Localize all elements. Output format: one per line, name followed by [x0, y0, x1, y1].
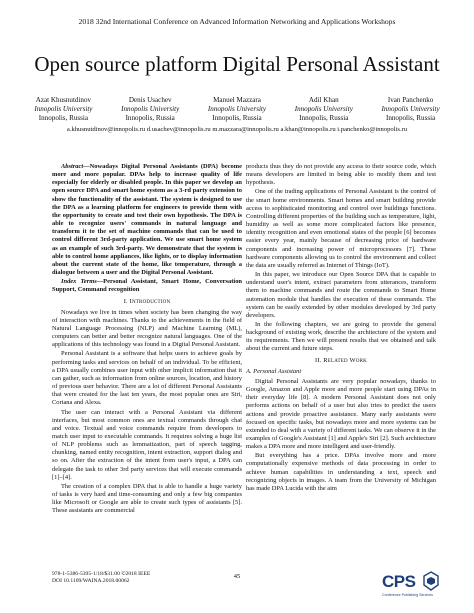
author-name: Adil Khan — [308, 96, 339, 104]
conference-header: 2018 32nd International Conference on Advanced Information Networking and Applications Workshops — [78, 17, 396, 26]
index-terms-lead: Index Terms — [61, 278, 97, 286]
author-location: Innopolis, Russia — [125, 114, 175, 122]
left-column — [52, 163, 242, 517]
abstract — [52, 163, 242, 277]
author-block — [367, 96, 454, 123]
author-block — [194, 96, 281, 123]
author-name: Azat Khusnutdinov — [35, 96, 92, 104]
body-paragraph: One of the trading applications of Personal Assistant is the control of the smart home environments. Smart homes and smart building provide access to sophisticated monitoring and control over buildings functions. Controlling different properties of the building such as temperature, light, humidity as well as some more complicated factors like presence, identity recognition and even emotional states of the people [6] becomes easier every year, mainly because of decreasing price of hardware components and increasing power of microprocessors [7]. These hardware components allowing us to control the environment and collect the data are usually referred as Internet of Things (IoT). — [246, 188, 436, 269]
author-name: Manuel Mazzara — [213, 96, 261, 104]
body-paragraph: In this paper, we introduce our Open Source DPA that is capable to understand user's intent, extract parameters from utterances, transform them to machine commands and route the commands to Smart Home automation module that handles the execution of these commands. The system can be easily extended by other modules developed by 3rd party developers. — [246, 271, 436, 319]
author-institution: Innopolis University — [34, 105, 93, 113]
body-paragraph: The user can interact with a Personal Assistant via different interfaces, but most common ones are textual commands through chat and voice. Textual and voice commands require from developers to match user input to executable commands. It requires solving a huge list of NLP problems such as lemmatization, part of speech tagging, chunking, named entity recognition, intent extraction, support dialog and so on. After the extraction of the intent from user's input, a DPA can delegate the task to other 3rd party services that will execute commands [1]–[4]. — [52, 408, 242, 481]
author-name: Denis Usachev — [128, 96, 172, 104]
body-paragraph: Digital Personal Assistants are very popular nowadays, thanks to Google, Amazon and Apple more and more people start using DPAs in their everyday life [8]. A modern Personal Assistant does not only performs actions on behalf of a user but also tries to predict the users actions and provide proactive assistance. Many early assistants were focused on specific tasks, but nowadays more and more systems can be extended to deal with a variety of different tasks. We can observe it in the examples of Google's Assistant [1] and Apple's Siri [2]. Such architecture makes a DPA more and more intelligent and user-friendly. — [246, 377, 436, 451]
author-list — [20, 96, 454, 123]
publisher-logo-text: CPS — [382, 572, 416, 591]
body-paragraph: products thus they do not provide any access to their source code, which means developers are limited in being able to modify them and test hypothesis. — [246, 163, 436, 187]
paper-title: Open source platform Digital Personal Assistant — [34, 52, 440, 76]
author-block — [280, 96, 367, 123]
author-block — [107, 96, 194, 123]
author-location: Innopolis, Russia — [212, 114, 262, 122]
abstract-text: —Nowadays Digital Personal Assistants (DPA) become more and more popular. DPAs help to increase quality of life especially for elderly or disabled people. In this paper we develop an open source DPA and smart home system as a 3-rd party extension to show the functionality of the assistant. The system is designed to use the DPA as a learning platform for engineers to provide them with the opportunity to create and test their own hypothesis. The DPA is able to recognize users' commands in natural language and transform it to the set of machine commands that can be used to control different 3rd-party application. We use smart home system as an example of such 3rd-party. We demonstrate that the system is able to control home appliances, like lights, or to display information about the current state of the home, like temperature, through a dialogue between a user and the Digital Personal Assistant. — [52, 163, 242, 277]
body-paragraph: Nowadays we live in times when society has been changing the way of interaction with machines. Thanks to the achievements in the field of Natural Language Processing (NLP) and Machine Learning (ML), computers can better and better recognize natural languages. One of the applications of this technology was found in a Digital Personal Assistant. — [52, 308, 242, 349]
publisher-logo-subtitle: Conference Publishing Services — [382, 593, 433, 597]
body-paragraph: Personal Assistant is a software that helps users to achieve goals by performing tasks and services on behalf of an individual. To be efficient, a DPA usually combines user input with other implicit information that it can gather, such as information from online sources, location, and history of previous user behavior. There are a lot of different Personal Assistants that were created for the last ten years, the most popular ones are Siri, Cortana and Alexa. — [52, 350, 242, 407]
footer-isbn: 978-1-5386-5395-1/18/$31.00 ©2018 IEEE — [52, 571, 151, 577]
author-institution: Innopolis University — [294, 105, 353, 113]
author-institution: Innopolis University — [381, 105, 440, 113]
author-location: Innopolis, Russia — [385, 114, 436, 122]
index-terms — [52, 278, 242, 294]
section-heading-introduction: I. Introduction — [123, 297, 171, 305]
index-terms-text: —Personal Assistant, Smart Home, Conversation Support, Command recognition — [52, 278, 242, 294]
author-emails: a.khusnutdinov@innopolis.ru d.usachev@innopolis.ru m.mazzara@innopolis.ru a.khan@innopolis.ru i.panchenko@innopolis.ru — [66, 126, 408, 133]
subsection-heading-personal-assistant: A. Personal Assistant — [246, 367, 302, 375]
author-location: Innopolis, Russia — [299, 114, 349, 122]
body-paragraph: In the following chapters, we are going to provide the general background of existing work, describe the architecture of the system and its requirements. Then we will present results that we obtained and talk about the current and future steps. — [246, 320, 436, 353]
cps-emblem-icon — [422, 571, 440, 591]
section-heading-related-work: II. Related Work — [314, 356, 367, 364]
right-column — [246, 163, 436, 494]
body-paragraph: But everything has a price. DPAs involve more and more computationally expensive methods of data processing in order to achieve human capabilities in understanding a text, speech and recognizing objects in images. A team from the University of Michigan has made DPA Lucida with the aim — [246, 452, 436, 492]
publisher-logo — [382, 570, 444, 604]
author-block — [20, 96, 107, 123]
author-institution: Innopolis University — [207, 105, 267, 113]
author-institution: Innopolis University — [121, 105, 180, 113]
body-paragraph: The creation of a complex DPA that is able to handle a huge variety of tasks is very hard and time-consuming and only a few big companies like Microsoft or Google are able to create such types of assistants [5]. These assistants are commercial — [52, 482, 242, 515]
footer-doi: DOI 10.1109/WAINA.2018.00062 — [52, 578, 130, 584]
author-name: Ivan Panchenko — [387, 96, 434, 104]
author-location: Innopolis, Russia — [38, 114, 89, 122]
page-number: 45 — [233, 573, 241, 580]
abstract-lead: Abstract — [61, 163, 84, 170]
